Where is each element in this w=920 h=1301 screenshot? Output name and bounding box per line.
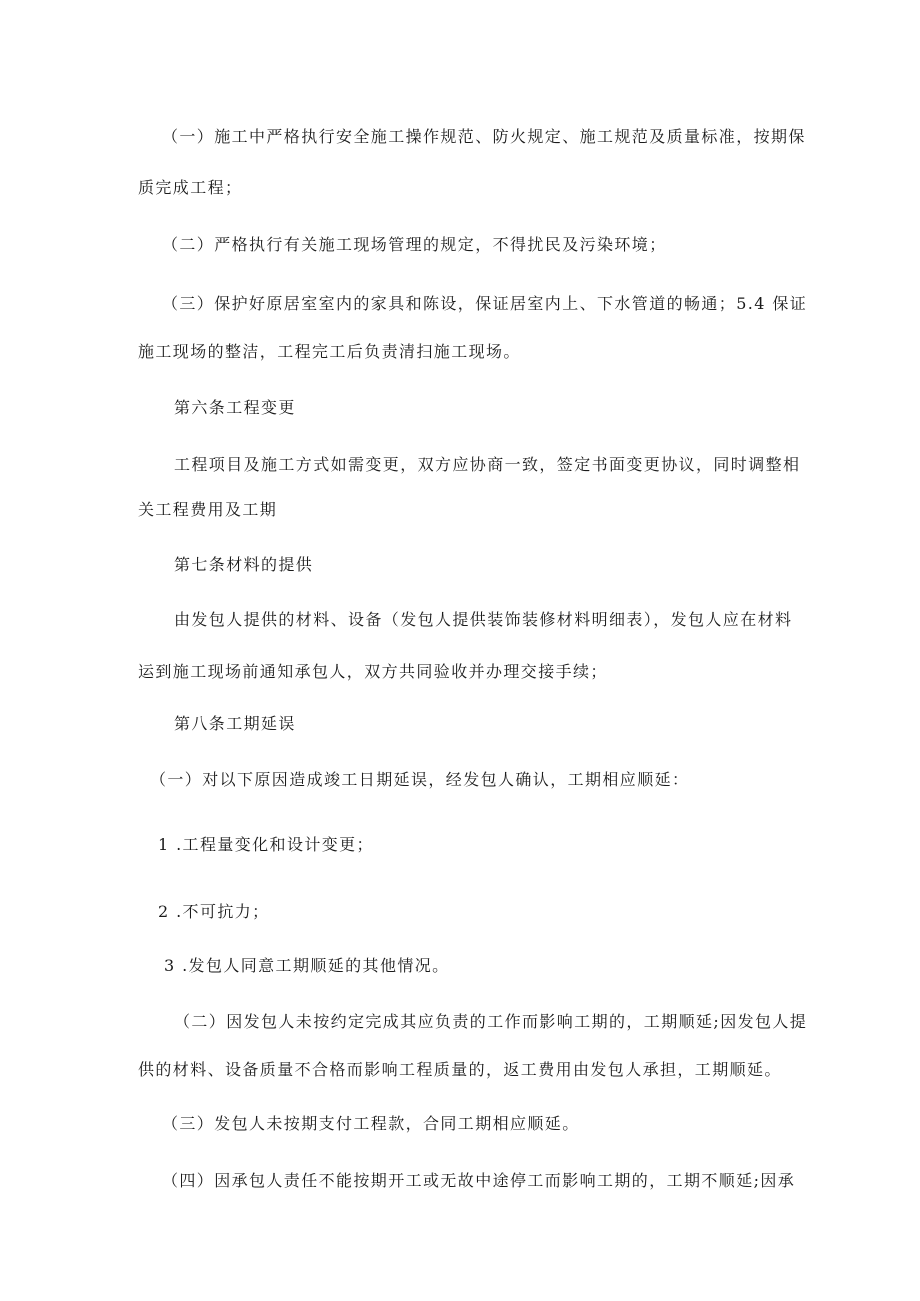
list-item-3: 3 .发包人同意工期顺延的其他情况。 — [164, 956, 450, 975]
clause-5-item-3-line-1: （三）保护好原居室室内的家具和陈设，保证居室内上、下水管道的畅通；5.4 保证 — [162, 294, 808, 313]
clause-6-text-line-1: 工程项目及施工方式如需变更，双方应协商一致，签定书面变更协议，同时调整相 — [174, 455, 801, 474]
clause-8-item-2-line-2: 供的材料、设备质量不合格而影响工程质量的，返工费用由发包人承担，工期顺延。 — [138, 1060, 782, 1079]
clause-5-item-1-line-2: 质完成工程； — [138, 178, 243, 197]
clause-8-heading: 第八条工期延误 — [174, 714, 296, 733]
clause-8-item-4-line-1: （四）因承包人责任不能按期开工或无故中途停工而影响工期的，工期不顺延;因承 — [162, 1171, 796, 1190]
clause-7-text-line-1: 由发包人提供的材料、设备（发包人提供装饰装修材料明细表），发包人应在材料 — [174, 610, 793, 629]
clause-5-item-3-line-2: 施工现场的整洁，工程完工后负责清扫施工现场。 — [138, 342, 521, 361]
clause-6-text-line-2: 关工程费用及工期 — [138, 500, 278, 519]
clause-8-item-3: （三）发包人未按期支付工程款，合同工期相应顺延。 — [162, 1114, 580, 1133]
clause-8-item-1: （一）对以下原因造成竣工日期延误，经发包人确认，工期相应顺延： — [150, 770, 690, 789]
list-item-1: 1 .工程量变化和设计变更； — [158, 835, 374, 854]
clause-7-heading: 第七条材料的提供 — [174, 555, 314, 574]
list-item-2: 2 .不可抗力； — [158, 902, 270, 921]
clause-7-text-line-2: 运到施工现场前通知承包人，双方共同验收并办理交接手续； — [138, 662, 608, 681]
clause-5-item-1-line-1: （一）施工中严格执行安全施工操作规范、防火规定、施工规范及质量标准，按期保 — [162, 127, 806, 146]
clause-5-item-2: （二）严格执行有关施工现场管理的规定，不得扰民及污染环境； — [162, 235, 667, 254]
clause-8-item-2-line-1: （二）因发包人未按约定完成其应负责的工作而影响工期的，工期顺延;因发包人提 — [174, 1012, 808, 1031]
clause-6-heading: 第六条工程变更 — [174, 398, 296, 417]
